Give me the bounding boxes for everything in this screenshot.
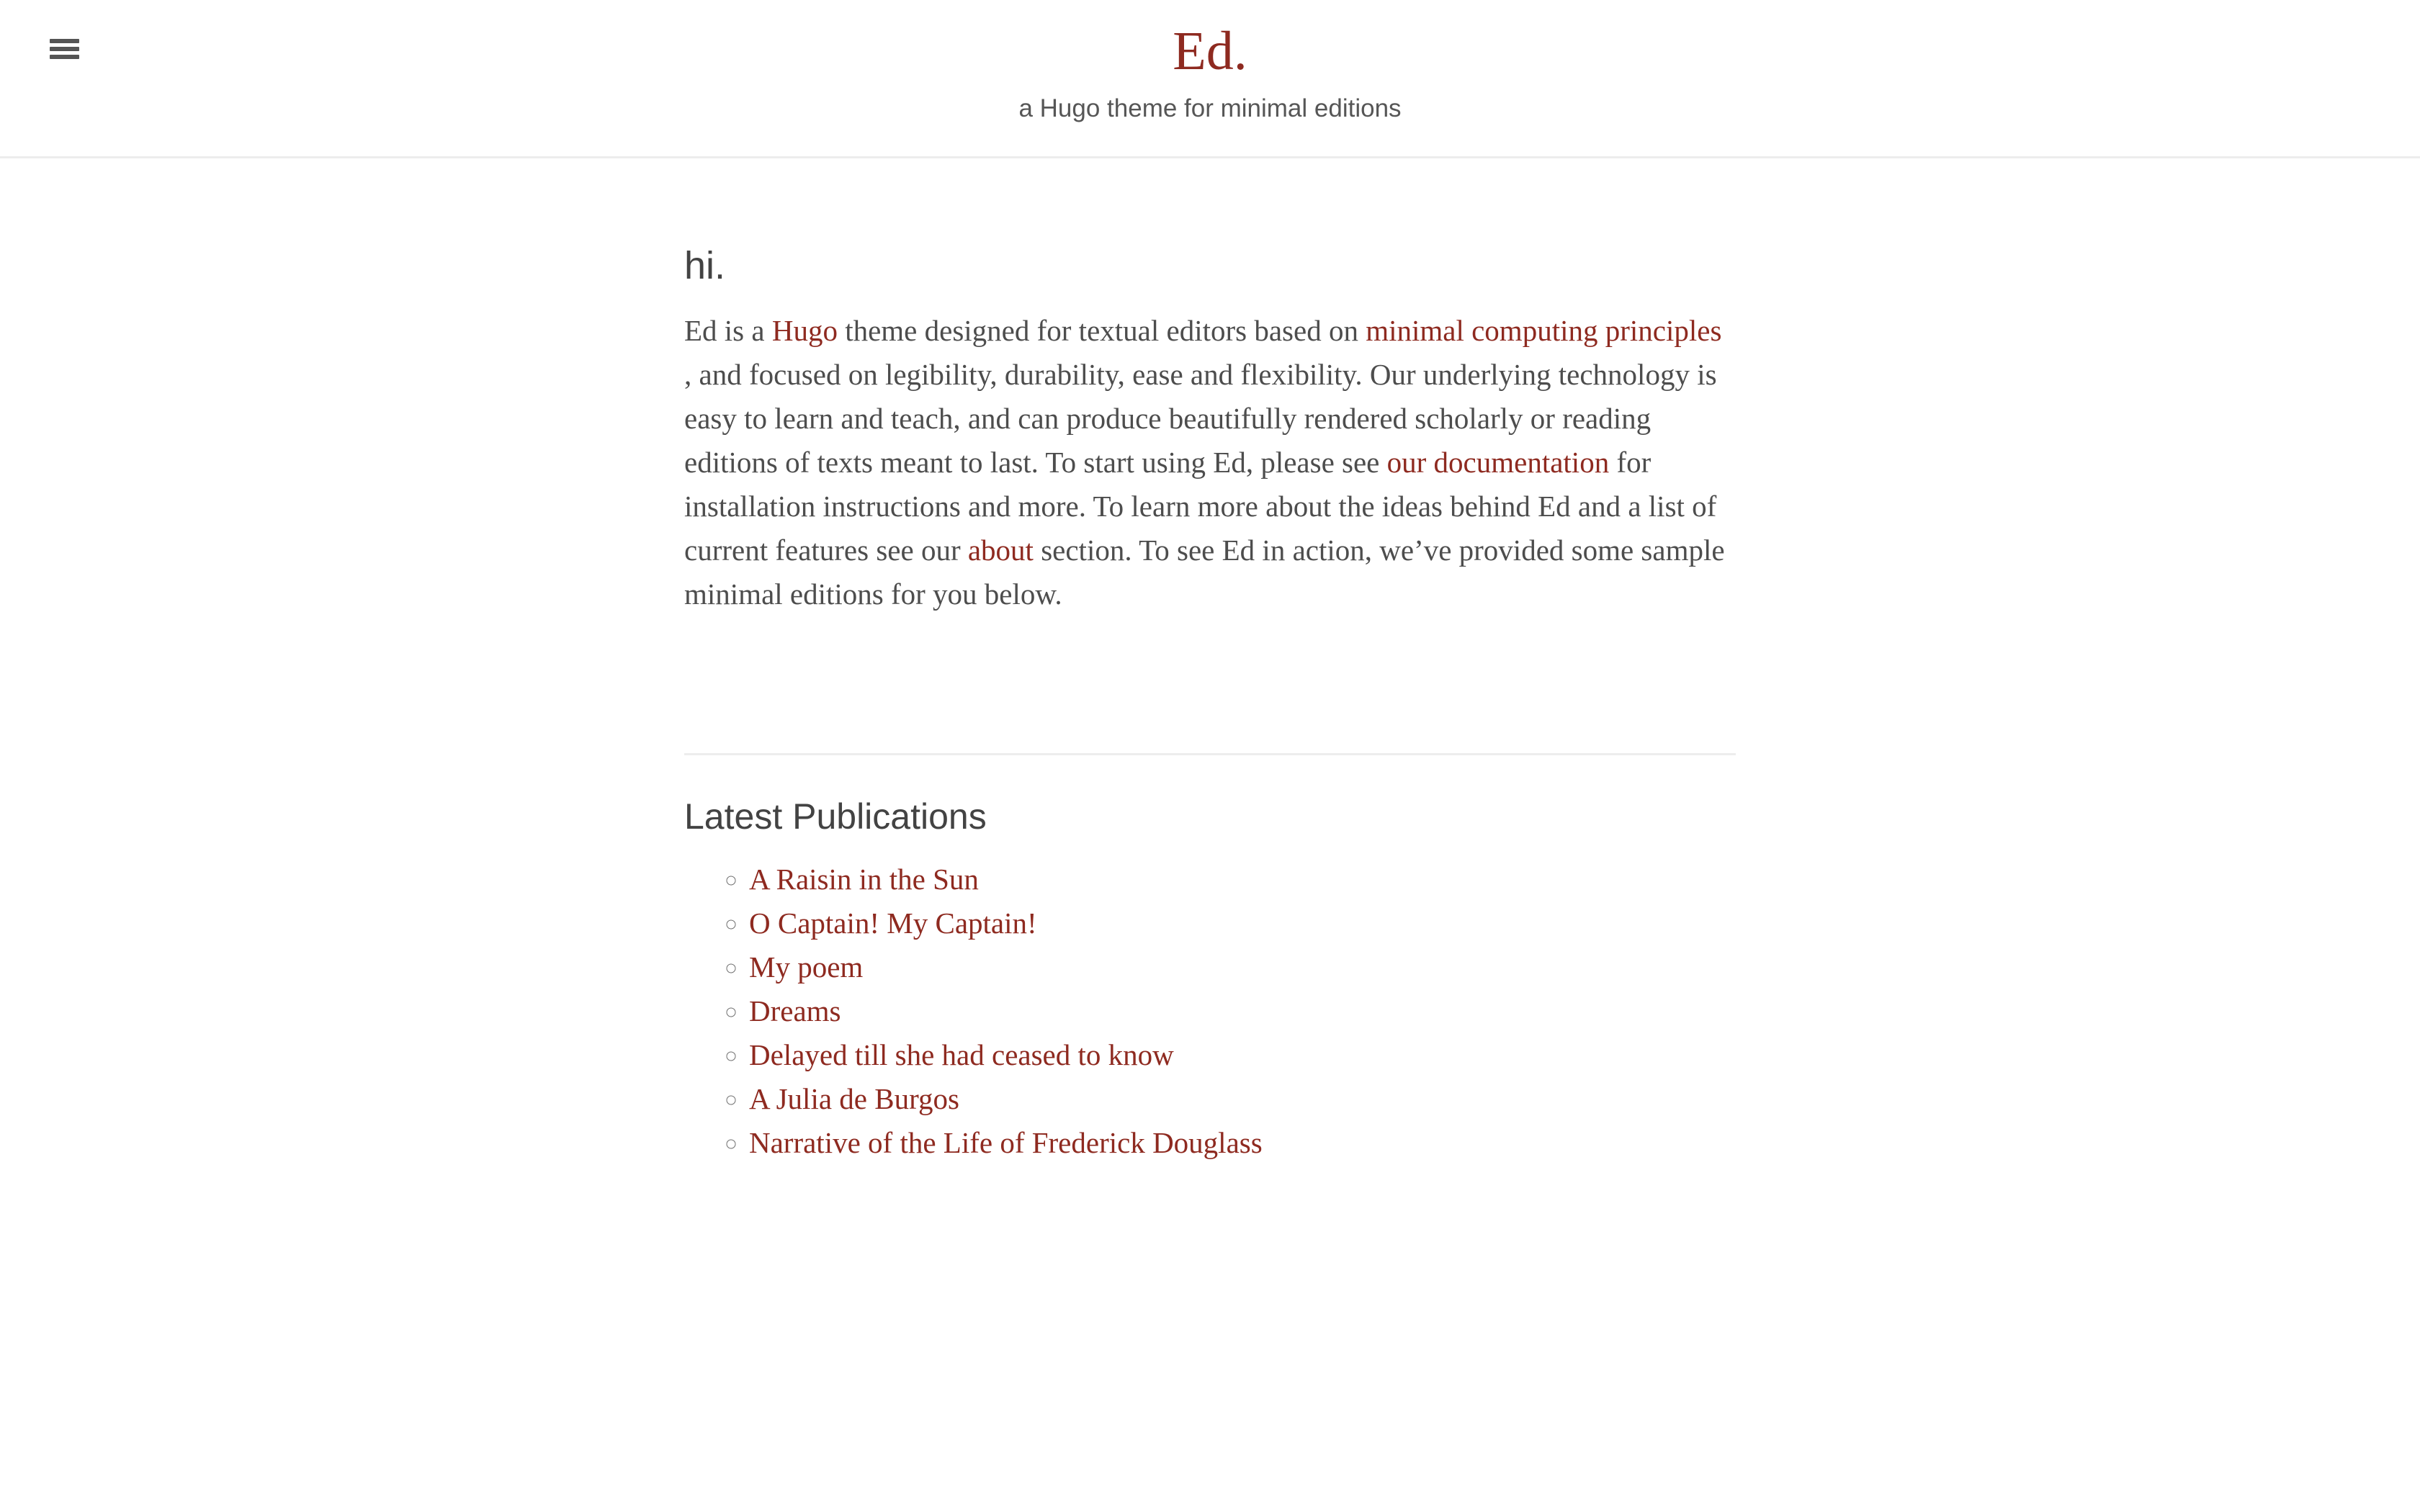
paragraph-text: for installation instructions and more. To learn more about the ideas behind Ed and a list of current features see our	[684, 446, 1717, 567]
inline-link[interactable]: our documentation	[1386, 446, 1610, 480]
publication-list-item	[749, 945, 1736, 989]
paragraph-text: Ed is a	[684, 314, 772, 348]
publications-section	[684, 793, 1736, 1165]
publication-link[interactable]: O Captain! My Captain!	[749, 906, 1037, 940]
section-divider	[684, 753, 1736, 755]
publication-list-item	[749, 1033, 1736, 1077]
publications-heading: Latest Publications	[684, 796, 987, 837]
publication-link[interactable]: My poem	[749, 950, 864, 984]
menu-button[interactable]	[50, 37, 79, 60]
hamburger-icon	[50, 39, 79, 59]
inline-link[interactable]: minimal computing principles	[1366, 314, 1722, 348]
publications-list	[684, 858, 1736, 1165]
publication-link[interactable]: A Raisin in the Sun	[749, 862, 979, 896]
paragraph-text: , and focused on legibility, durability, ease and flexibility. Our underlying technology is easy to learn and teach, and can produce beautifully rendered scholarly or reading editions of texts meant to last. To start using Ed, please see	[684, 358, 1717, 480]
site-subtitle: a Hugo theme for minimal editions	[1018, 94, 1402, 122]
publication-list-item	[749, 901, 1736, 945]
publication-list-item	[749, 1121, 1736, 1165]
publication-list-item	[749, 858, 1736, 901]
site-title-link[interactable]: Ed.	[1173, 21, 1247, 81]
publication-list-item	[749, 1077, 1736, 1121]
publication-link[interactable]: A Julia de Burgos	[749, 1081, 959, 1115]
site-header	[0, 0, 2420, 158]
hamburger-bar	[50, 47, 79, 51]
hamburger-bar	[50, 39, 79, 43]
intro-paragraph	[684, 309, 1736, 616]
bottom-whitespace	[0, 1165, 2420, 1467]
inline-link[interactable]: about	[967, 534, 1034, 567]
main-content	[684, 242, 1736, 1165]
intro-section	[684, 242, 1736, 617]
publication-link[interactable]: Narrative of the Life of Frederick Douglass	[749, 1125, 1263, 1159]
intro-heading: hi.	[684, 243, 726, 287]
publication-link[interactable]: Dreams	[749, 994, 841, 1027]
publication-list-item	[749, 989, 1736, 1033]
inline-link[interactable]: Hugo	[771, 314, 838, 348]
hamburger-bar	[50, 55, 79, 59]
site-title	[0, 22, 2420, 82]
paragraph-text: theme designed for textual editors based on	[837, 314, 1366, 348]
publication-link[interactable]: Delayed till she had ceased to know	[749, 1038, 1174, 1071]
paragraph-text: section. To see Ed in action, we’ve provided some sample minimal editions for you below.	[684, 534, 1725, 611]
